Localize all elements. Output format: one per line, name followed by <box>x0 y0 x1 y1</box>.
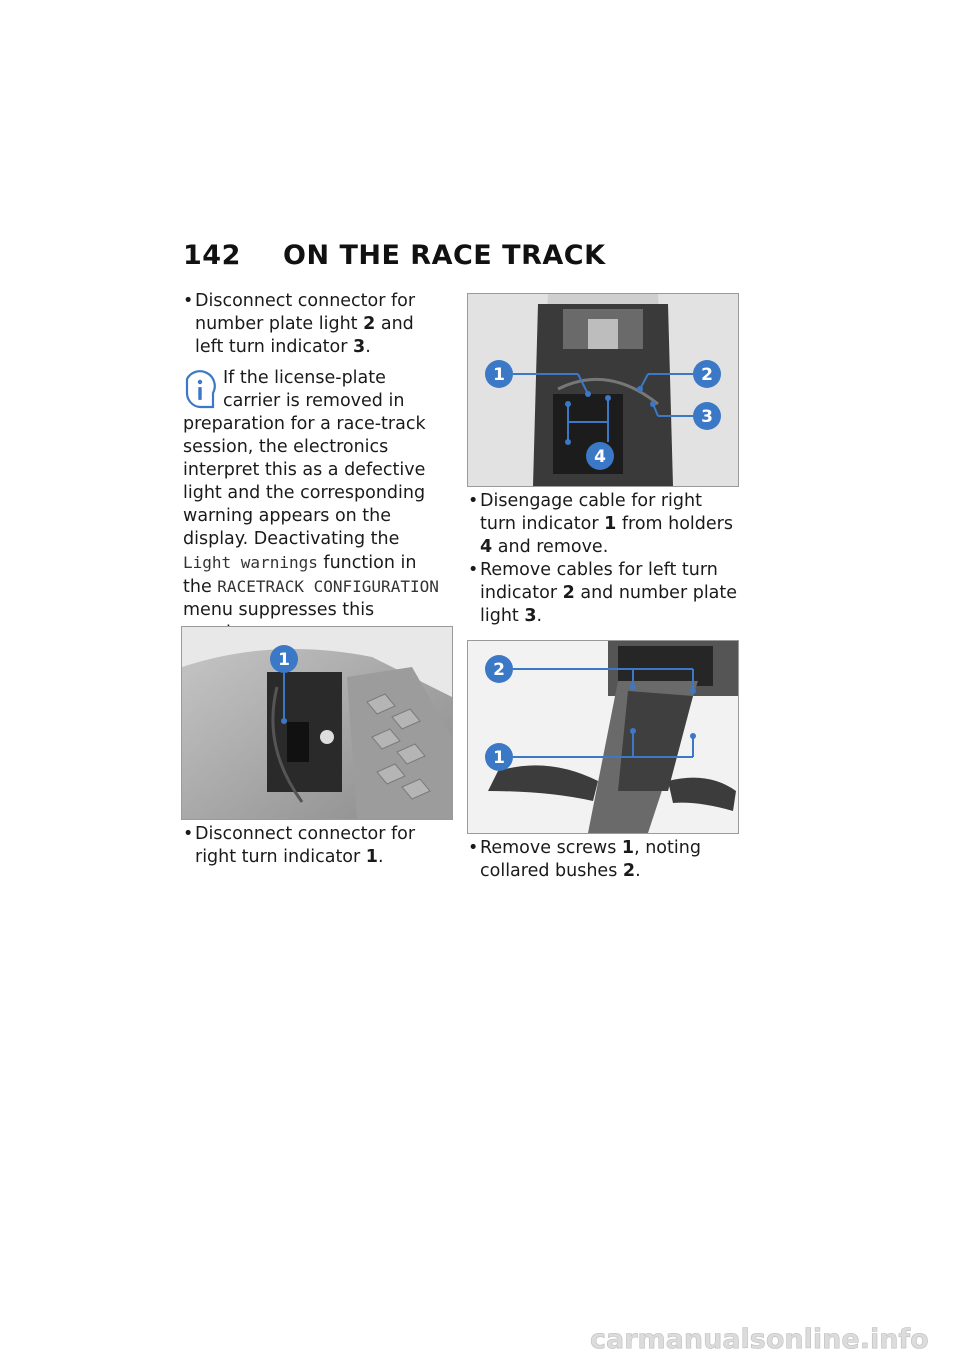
photo-plate-carrier-screws <box>467 640 739 834</box>
info-icon <box>183 369 217 411</box>
bullet-dot-icon: • <box>468 491 479 511</box>
bullet-dot-icon: • <box>183 291 194 311</box>
callout-2: 2 <box>701 365 713 385</box>
photo-illustration <box>468 294 738 486</box>
info-note: If the license-plate carrier is removed in preparation for a race-track session, the electronics interpret this as a defective light and the corresponding warning appears on the display. Deactivating the Light warnings function in the RACETRACK CONFIGURATION menu suppresses this <box>183 368 439 620</box>
bullet-dot-icon: • <box>468 838 479 858</box>
photo-right-indicator-connector <box>181 626 453 820</box>
photo-illustration <box>468 641 738 833</box>
page-title: ON THE RACE TRACK <box>283 240 606 271</box>
step-disconnect-plate-light: • Disconnect connector for number plate light 2 and left turn indicator 3. <box>183 291 416 357</box>
page-number: 142 <box>183 240 241 271</box>
callout-1: 1 <box>493 748 505 768</box>
callout-1: 1 <box>278 650 290 670</box>
callout-2: 2 <box>493 660 505 680</box>
right-column-mid <box>468 490 740 628</box>
callout-3: 3 <box>701 407 713 427</box>
right-column-lower <box>468 837 740 883</box>
callout-4: 4 <box>594 447 606 467</box>
watermark-text: carmanualsonline.info <box>590 1324 929 1355</box>
step-remove-screws: • Remove screws 1, noting collared bushes 2. <box>468 838 701 881</box>
left-column-lower <box>183 823 451 869</box>
photo-rear-cables <box>467 293 739 487</box>
bullet-dot-icon: • <box>468 560 479 580</box>
bullet-dot-icon: • <box>183 824 194 844</box>
left-column <box>183 290 445 645</box>
page-header <box>183 240 606 271</box>
step-disengage-right-cable: • Disengage cable for right turn indicator 1 from holders 4 and remove. <box>468 491 733 557</box>
step-remove-left-cables: • Remove cables for left turn indicator 2 and number plate light 3. <box>468 560 738 626</box>
callout-1: 1 <box>493 365 505 385</box>
photo-illustration <box>182 627 452 819</box>
step-disconnect-right-indicator: • Disconnect connector for right turn indicator 1. <box>183 824 416 867</box>
watermark-logo <box>590 1320 952 1356</box>
